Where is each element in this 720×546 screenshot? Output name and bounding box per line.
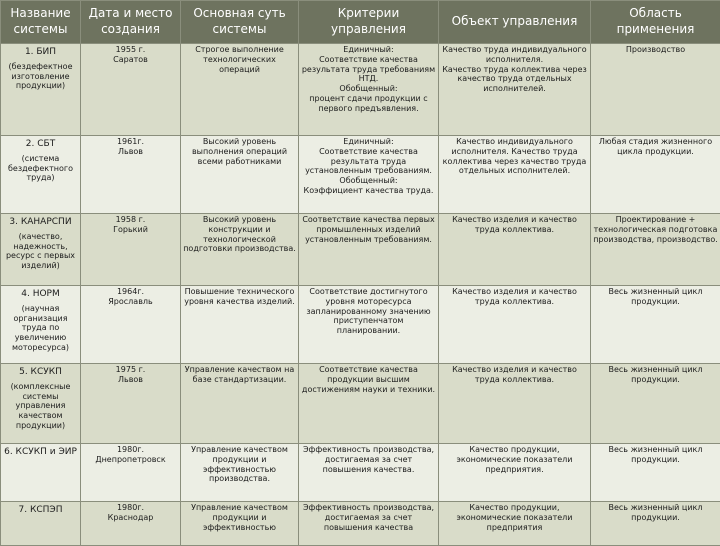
system-name: 5. КСУКП [3, 367, 78, 378]
table-row [1, 364, 720, 444]
cell-system-name [1, 502, 81, 546]
table-header [1, 1, 720, 44]
cell-object: Качество изделия и качество труда коллектива. [439, 364, 591, 444]
cell-system-name [1, 214, 81, 286]
header-object: Объект управления [439, 1, 591, 44]
system-name: 7. КСПЭП [3, 505, 78, 516]
cell-essence: Высокий уровень конструкции и технологической подготовки производства. [181, 214, 299, 286]
cell-scope: Весь жизненный цикл продукции. [591, 286, 720, 364]
cell-essence: Управление качеством продукции и эффективностью [181, 502, 299, 546]
cell-scope: Любая стадия жизненного цикла продукции. [591, 136, 720, 214]
cell-system-name [1, 364, 81, 444]
cell-essence: Повышение технического уровня качества изделий. [181, 286, 299, 364]
cell-criteria: Соответствие качества продукции высшим достижениям науки и техники. [299, 364, 439, 444]
cell-date-place: 1975 г. Львов [81, 364, 181, 444]
system-name: 6. КСУКП и ЭИР [3, 447, 78, 458]
table-row [1, 502, 720, 546]
cell-criteria: Соответствие качества первых промышленных изделий установленным требованиям. [299, 214, 439, 286]
cell-essence: Управление качеством продукции и эффективностью производства. [181, 444, 299, 502]
cell-date-place: 1980г. Днепропетровск [81, 444, 181, 502]
table-row [1, 136, 720, 214]
cell-scope: Весь жизненный цикл продукции. [591, 444, 720, 502]
cell-date-place: 1980г. Краснодар [81, 502, 181, 546]
table-body [1, 44, 720, 546]
cell-scope: Весь жизненный цикл продукции. [591, 502, 720, 546]
cell-object: Качество продукции, экономические показатели предприятия. [439, 444, 591, 502]
header-date-place: Дата и место создания [81, 1, 181, 44]
cell-criteria: Соответствие достигнутого уровня моторесурса запланированному значению приступенчатом планировании. [299, 286, 439, 364]
cell-object: Качество индивидуального исполнителя. Качество труда коллектива через качество труда отдельных исполнителей. [439, 136, 591, 214]
cell-date-place: 1961г. Львов [81, 136, 181, 214]
cell-object: Качество труда индивидуального исполнителя. Качество труда коллектива через качество труда отдельных исполнителей. [439, 44, 591, 136]
system-description: (комплексные системы управления качеством продукции) [3, 382, 78, 431]
cell-date-place: 1964г. Ярославль [81, 286, 181, 364]
header-row [1, 1, 720, 44]
cell-essence: Управление качеством на базе стандартизации. [181, 364, 299, 444]
cell-criteria: Эффективность производства, достигаемая за счет повышения качества [299, 502, 439, 546]
cell-criteria: Единичный: Соответствие качества результата труда установленным требованиям. Обобщенный: Коэффициент качества труда. [299, 136, 439, 214]
cell-criteria: Единичный: Соответствие качества результата труда требованиям НТД. Обобщенный: процент сдачи продукции с первого предъявления. [299, 44, 439, 136]
header-system-name: Название системы [1, 1, 81, 44]
cell-date-place: 1955 г. Саратов [81, 44, 181, 136]
header-criteria: Критерии управления [299, 1, 439, 44]
cell-scope: Производство [591, 44, 720, 136]
cell-system-name [1, 286, 81, 364]
cell-criteria: Эффективность производства, достигаемая за счет повышения качества. [299, 444, 439, 502]
cell-essence: Высокий уровень выполнения операций всеми работниками [181, 136, 299, 214]
cell-system-name [1, 444, 81, 502]
table-row [1, 44, 720, 136]
cell-object: Качество изделия и качество труда коллектива. [439, 214, 591, 286]
system-description: (научная организация труда по увеличению моторесурса) [3, 304, 78, 353]
system-description: (бездефектное изготовление продукции) [3, 62, 78, 91]
cell-date-place: 1958 г. Горький [81, 214, 181, 286]
header-scope: Область применения [591, 1, 720, 44]
system-name: 2. СБТ [3, 139, 78, 150]
table-row [1, 286, 720, 364]
system-name: 4. НОРМ [3, 289, 78, 300]
table-row [1, 444, 720, 502]
system-name: 3. КАНАРСПИ [3, 217, 78, 228]
cell-object: Качество изделия и качество труда коллектива. [439, 286, 591, 364]
cell-object: Качество продукции, экономические показатели предприятия [439, 502, 591, 546]
system-description: (качество, надежность, ресурс с первых изделий) [3, 232, 78, 271]
cell-scope: Весь жизненный цикл продукции. [591, 364, 720, 444]
table-row [1, 214, 720, 286]
system-name: 1. БИП [3, 47, 78, 58]
header-essence: Основная суть системы [181, 1, 299, 44]
cell-scope: Проектирование + технологическая подготовка производства, производство. [591, 214, 720, 286]
system-description: (система бездефектного труда) [3, 154, 78, 183]
cell-system-name [1, 44, 81, 136]
cell-system-name [1, 136, 81, 214]
cell-essence: Строгое выполнение технологических операций [181, 44, 299, 136]
